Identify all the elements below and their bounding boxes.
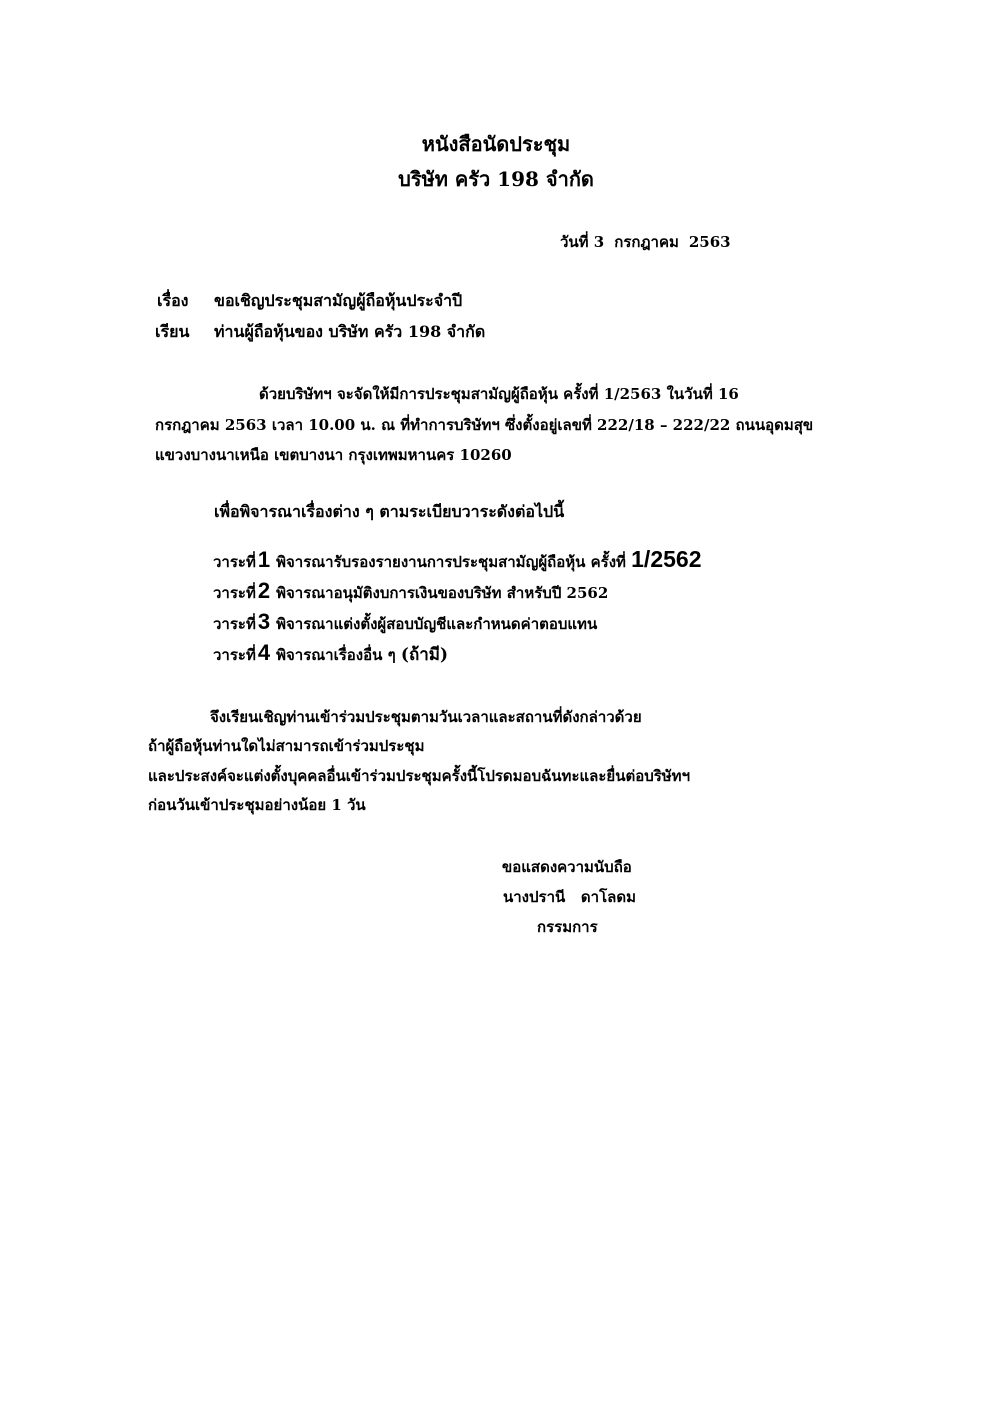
agenda-intro: เพื่อพิจารณาเรื่องต่าง ๆ ตามระเบียบวาระดังต่อไปนี้ xyxy=(214,502,565,521)
letter-date xyxy=(560,230,731,254)
agenda-number: 4 xyxy=(257,640,271,665)
agenda-suffix: (ถ้ามี) xyxy=(400,645,449,665)
closing-line-4: ก่อนวันเข้าประชุมอย่างน้อย 1 วัน xyxy=(148,796,366,814)
agenda-prefix: วาระที่ xyxy=(213,584,256,602)
closing-line-1: จึงเรียนเชิญท่านเข้าร่วมประชุมตามวันเวลาและสถานที่ดังกล่าวด้วย xyxy=(210,708,642,726)
agenda-prefix: วาระที่ xyxy=(213,553,256,571)
company-name: บริษัท ครัว 198 จำกัด xyxy=(398,167,594,191)
agenda-prefix: วาระที่ xyxy=(213,646,256,664)
date-year: 2563 xyxy=(688,233,731,251)
agenda-text: พิจารณาอนุมัติงบการเงินของบริษัท สำหรับปี 2562 xyxy=(276,584,609,602)
signature-position: กรรมการ xyxy=(537,918,598,936)
subject-label: เรื่อง xyxy=(157,291,189,310)
signature-regards: ขอแสดงความนับถือ xyxy=(502,858,632,876)
letter-title: หนังสือนัดประชุม xyxy=(421,132,571,156)
body-line-3: แขวงบางนาเหนือ เขตบางนา กรุงเทพมหานคร 10260 xyxy=(155,446,512,464)
date-month: กรกฎาคม xyxy=(614,233,679,251)
agenda-number: 3 xyxy=(257,609,271,634)
recipient-label: เรียน xyxy=(155,322,190,341)
body-line-1: ด้วยบริษัทฯ จะจัดให้มีการประชุมสามัญผู้ถือหุ้น ครั้งที่ 1/2563 ในวันที่ 16 xyxy=(259,385,739,403)
agenda-text: พิจารณารับรองรายงานการประชุมสามัญผู้ถือหุ้น ครั้งที่ xyxy=(276,553,626,571)
subject-text: ขอเชิญประชุมสามัญผู้ถือหุ้นประจำปี xyxy=(214,291,463,310)
agenda-number: 2 xyxy=(257,578,271,603)
body-line-2: กรกฎาคม 2563 เวลา 10.00 น. ณ ที่ทำการบริษัทฯ ซึ่งตั้งอยู่เลขที่ 222/18 – 222/22 ถนนอุดมสุข xyxy=(155,416,814,434)
agenda-suffix: 1/2562 xyxy=(631,546,702,572)
agenda-item xyxy=(213,640,448,668)
agenda-item xyxy=(213,546,702,574)
agenda-text: พิจารณาแต่งตั้งผู้สอบบัญชีและกำหนดค่าตอบแทน xyxy=(276,615,598,633)
closing-line-2: ถ้าผู้ถือหุ้นท่านใดไม่สามารถเข้าร่วมประชุม xyxy=(148,737,425,755)
closing-line-3: และประสงค์จะแต่งตั้งบุคคลอื่นเข้าร่วมประชุมครั้งนี้โปรดมอบฉันทะและยื่นต่อบริษัทฯ xyxy=(148,767,690,785)
agenda-prefix: วาระที่ xyxy=(213,615,256,633)
recipient-text: ท่านผู้ถือหุ้นของ บริษัท ครัว 198 จำกัด xyxy=(214,322,486,341)
agenda-item xyxy=(213,609,597,636)
agenda-item xyxy=(213,578,608,605)
agenda-number: 1 xyxy=(257,547,271,572)
agenda-text: พิจารณาเรื่องอื่น ๆ xyxy=(276,646,396,664)
signature-name: นางปรานี ดาโลดม xyxy=(503,888,636,906)
date-day: วันที่ 3 xyxy=(560,233,605,251)
